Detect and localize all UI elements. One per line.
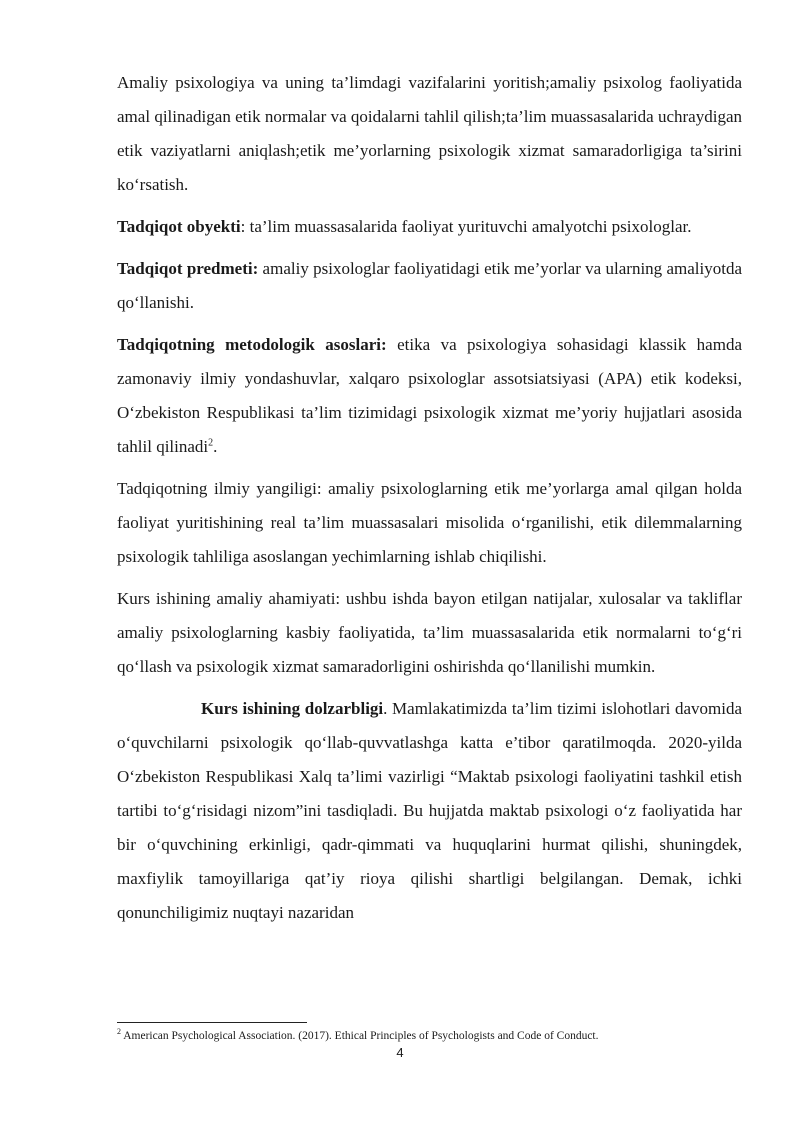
footnote-number: 2: [117, 1027, 121, 1037]
relevance-label: Kurs ishining dolzarbligi: [201, 699, 384, 718]
methodology-end: .: [213, 437, 218, 456]
paragraph-research-subject: [117, 252, 742, 320]
footnote-reference[interactable]: 2: [208, 437, 214, 449]
paragraph-practical-significance: Kurs ishining amaliy ahamiyati: ushbu ishda bayon etilgan natijalar, xulosalar va takliflar amaliy psixologlarning kasbiy faoliyatida, ta’lim muassasalarida etik normalarni to‘g‘ri qo‘llash va psixologik xizmat samaradorligini oshirishda qo‘llanilishi mumkin.: [117, 589, 742, 676]
paragraph-relevance: [117, 692, 742, 930]
research-subject-text: amaliy psixologlar faoliyatidagi etik me’yorlar va ularning amaliyotda qo‘llanishi.: [117, 259, 742, 312]
methodology-text: etika va psixologiya sohasidagi klassik hamda zamonaviy ilmiy yondashuvlar, xalqaro psixologlar assotsiatsiyasi (APA) etik kodeksi, O‘zbekiston Respublikasi ta’lim tizimidagi psixologik xizmat me’yoriy hujjatlari asosida tahlil qilinadi: [117, 335, 742, 456]
research-object-text: : ta’lim muassasalarida faoliyat yurituvchi amalyotchi psixologlar.: [240, 217, 692, 236]
footnote-text: American Psychological Association. (2017). Ethical Principles of Psychologists and Code of Conduct.: [121, 1030, 599, 1042]
research-object-label: Tadqiqot obyekti: [117, 217, 241, 236]
paragraph-methodology: [117, 328, 742, 464]
methodology-label: Tadqiqotning metodologik asoslari:: [117, 335, 387, 354]
paragraph-research-object: [117, 210, 742, 244]
document-body: [117, 66, 742, 938]
paragraph-objectives: Amaliy psixologiya va uning ta’limdagi vazifalarini yoritish;amaliy psixolog faoliyatida amal qilinadigan etik normalar va qoidalarni tahlil qilish;ta’lim muassasalarida uchraydigan etik vaziyatlarni aniqlash;etik me’yorlarning psixologik xizmat samaradorligiga ta’sirini ko‘rsatish.: [117, 73, 742, 194]
page-number: 4: [396, 1045, 404, 1060]
footnote: [117, 1029, 742, 1043]
footnote-divider: [117, 1022, 307, 1023]
paragraph-scientific-novelty: Tadqiqotning ilmiy yangiligi: amaliy psixologlarning etik me’yorlarga amal qilgan holda faoliyat yuritishining real ta’lim muassasalari misolida o‘rganilishi, etik dilemmalarning psixologik tahliliga asoslangan yechimlarning ishlab chiqilishi.: [117, 479, 742, 566]
relevance-text: . Mamlakatimizda ta’lim tizimi islohotlari davomida o‘quvchilarni psixologik qo‘llab-quvvatlashga katta e’tibor qaratilmoqda. 2020-yilda O‘zbekiston Respublikasi Xalq ta’limi vazirligi “Maktab psixologi faoliyatini tashkil etish tartibi to‘g‘risidagi nizom”ini tasdiqladi. Bu hujjatda maktab psixologi o‘z faoliyatida har bir o‘quvchining erkinligi, qadr-qimmati va huquqlarini hurmat qilishi, shuningdek, maxfiylik tamoyillariga qat’iy rioya qilishi shartligi belgilangan. Demak, ichki qonunchiligimiz nuqtayi nazaridan: [117, 699, 742, 922]
research-subject-label: Tadqiqot predmeti:: [117, 259, 259, 278]
